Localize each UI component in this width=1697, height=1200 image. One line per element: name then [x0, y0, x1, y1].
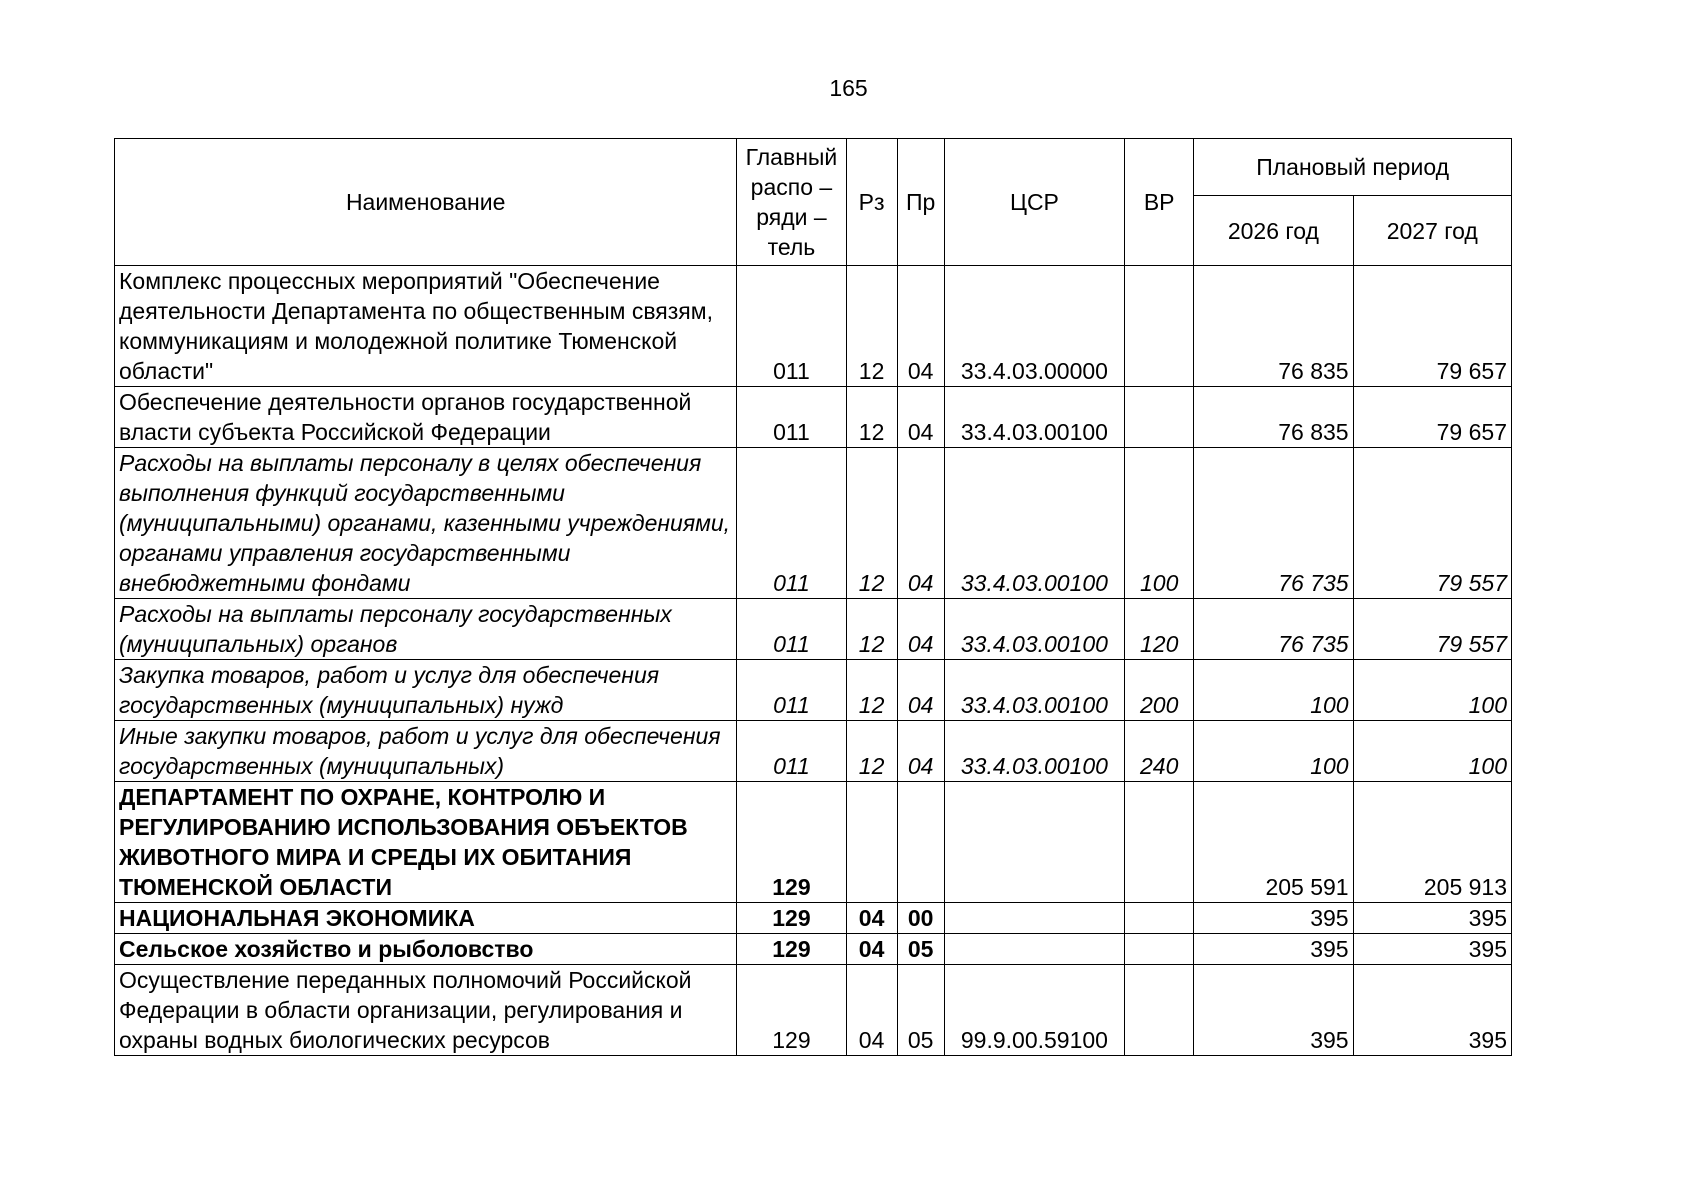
cell-csr: 33.4.03.00100	[944, 660, 1124, 721]
header-vr: ВР	[1125, 139, 1194, 266]
cell-rz: 12	[846, 721, 897, 782]
cell-rz: 12	[846, 599, 897, 660]
budget-table	[114, 138, 1512, 1056]
cell-2026: 100	[1194, 721, 1353, 782]
cell-pr: 04	[897, 387, 944, 448]
cell-name: Расходы на выплаты персоналу государственных (муниципальных) органов	[115, 599, 737, 660]
cell-2027: 79 657	[1353, 266, 1511, 387]
cell-name: ДЕПАРТАМЕНТ ПО ОХРАНЕ, КОНТРОЛЮ И РЕГУЛИРОВАНИЮ ИСПОЛЬЗОВАНИЯ ОБЪЕКТОВ ЖИВОТНОГО МИРА И СРЕДЫ ИХ ОБИТАНИЯ ТЮМЕНСКОЙ ОБЛАСТИ	[115, 782, 737, 903]
table-row	[115, 965, 1512, 1056]
cell-csr: 33.4.03.00100	[944, 448, 1124, 599]
cell-name: Комплекс процессных мероприятий "Обеспечение деятельности Департамента по общественным связям, коммуникациям и молодежной политике Тюменской области"	[115, 266, 737, 387]
cell-pr: 04	[897, 448, 944, 599]
cell-main-manager: 129	[737, 782, 846, 903]
cell-name: Осуществление переданных полномочий Российской Федерации в области организации, регулирования и охраны водных биологических ресурсов	[115, 965, 737, 1056]
header-year-2026: 2026 год	[1194, 196, 1353, 266]
cell-vr	[1125, 934, 1194, 965]
cell-rz	[846, 782, 897, 903]
table-row	[115, 660, 1512, 721]
cell-2027: 100	[1353, 660, 1511, 721]
cell-rz: 12	[846, 660, 897, 721]
cell-2027: 395	[1353, 934, 1511, 965]
cell-2027: 205 913	[1353, 782, 1511, 903]
cell-vr	[1125, 782, 1194, 903]
cell-pr: 04	[897, 660, 944, 721]
cell-vr: 100	[1125, 448, 1194, 599]
cell-vr	[1125, 903, 1194, 934]
header-main-manager	[737, 139, 846, 266]
cell-main-manager: 129	[737, 903, 846, 934]
cell-name: Обеспечение деятельности органов государственной власти субъекта Российской Федерации	[115, 387, 737, 448]
cell-csr	[944, 934, 1124, 965]
cell-pr: 00	[897, 903, 944, 934]
cell-2026: 76 735	[1194, 448, 1353, 599]
table-row	[115, 387, 1512, 448]
cell-csr: 33.4.03.00100	[944, 599, 1124, 660]
header-main-manager-line: Главный	[745, 144, 838, 170]
cell-2027: 100	[1353, 721, 1511, 782]
cell-csr: 33.4.03.00100	[944, 387, 1124, 448]
cell-pr: 05	[897, 965, 944, 1056]
cell-2026: 395	[1194, 903, 1353, 934]
cell-pr: 04	[897, 721, 944, 782]
cell-name: Расходы на выплаты персоналу в целях обеспечения выполнения функций государственными (муниципальными) органами, казенными учреждениями, органами управления государственными внебюджетными фондами	[115, 448, 737, 599]
cell-csr	[944, 903, 1124, 934]
header-rz: Рз	[846, 139, 897, 266]
cell-2027: 79 657	[1353, 387, 1511, 448]
cell-name: НАЦИОНАЛЬНАЯ ЭКОНОМИКА	[115, 903, 737, 934]
cell-2026: 100	[1194, 660, 1353, 721]
cell-rz: 04	[846, 934, 897, 965]
cell-csr	[944, 782, 1124, 903]
cell-2026: 76 835	[1194, 387, 1353, 448]
page-number: 165	[829, 75, 868, 101]
cell-name: Закупка товаров, работ и услуг для обеспечения государственных (муниципальных) нужд	[115, 660, 737, 721]
header-main-manager-line: распо –	[750, 174, 833, 200]
header-main-manager-line: ряди –	[756, 204, 827, 230]
cell-2026: 205 591	[1194, 782, 1353, 903]
cell-pr	[897, 782, 944, 903]
table-row	[115, 721, 1512, 782]
cell-rz: 12	[846, 448, 897, 599]
table-row	[115, 599, 1512, 660]
header-main-manager-line: тель	[767, 234, 816, 260]
header-year-2027: 2027 год	[1353, 196, 1511, 266]
cell-vr: 240	[1125, 721, 1194, 782]
table-row	[115, 934, 1512, 965]
cell-main-manager: 129	[737, 965, 846, 1056]
cell-main-manager: 011	[737, 599, 846, 660]
cell-rz: 12	[846, 387, 897, 448]
cell-2026: 76 735	[1194, 599, 1353, 660]
header-pr: Пр	[897, 139, 944, 266]
cell-rz: 04	[846, 903, 897, 934]
cell-csr: 33.4.03.00100	[944, 721, 1124, 782]
cell-vr	[1125, 266, 1194, 387]
cell-2027: 79 557	[1353, 599, 1511, 660]
table-row	[115, 903, 1512, 934]
cell-2027: 395	[1353, 903, 1511, 934]
cell-2026: 395	[1194, 934, 1353, 965]
table-header	[115, 139, 1512, 266]
table-body	[115, 266, 1512, 1056]
cell-2027: 79 557	[1353, 448, 1511, 599]
cell-main-manager: 129	[737, 934, 846, 965]
cell-vr	[1125, 965, 1194, 1056]
table-row	[115, 266, 1512, 387]
cell-name: Иные закупки товаров, работ и услуг для обеспечения государственных (муниципальных)	[115, 721, 737, 782]
cell-main-manager: 011	[737, 266, 846, 387]
cell-main-manager: 011	[737, 660, 846, 721]
header-name: Наименование	[115, 139, 737, 266]
cell-main-manager: 011	[737, 387, 846, 448]
header-planned-period: Плановый период	[1194, 139, 1512, 196]
cell-pr: 05	[897, 934, 944, 965]
cell-csr: 99.9.00.59100	[944, 965, 1124, 1056]
cell-pr: 04	[897, 599, 944, 660]
cell-main-manager: 011	[737, 448, 846, 599]
cell-name: Сельское хозяйство и рыболовство	[115, 934, 737, 965]
cell-vr	[1125, 387, 1194, 448]
cell-rz: 12	[846, 266, 897, 387]
table-row	[115, 448, 1512, 599]
cell-vr: 200	[1125, 660, 1194, 721]
cell-2027: 395	[1353, 965, 1511, 1056]
cell-rz: 04	[846, 965, 897, 1056]
cell-main-manager: 011	[737, 721, 846, 782]
cell-2026: 395	[1194, 965, 1353, 1056]
table-row	[115, 782, 1512, 903]
cell-pr: 04	[897, 266, 944, 387]
cell-2026: 76 835	[1194, 266, 1353, 387]
cell-csr: 33.4.03.00000	[944, 266, 1124, 387]
header-csr: ЦСР	[944, 139, 1124, 266]
cell-vr: 120	[1125, 599, 1194, 660]
